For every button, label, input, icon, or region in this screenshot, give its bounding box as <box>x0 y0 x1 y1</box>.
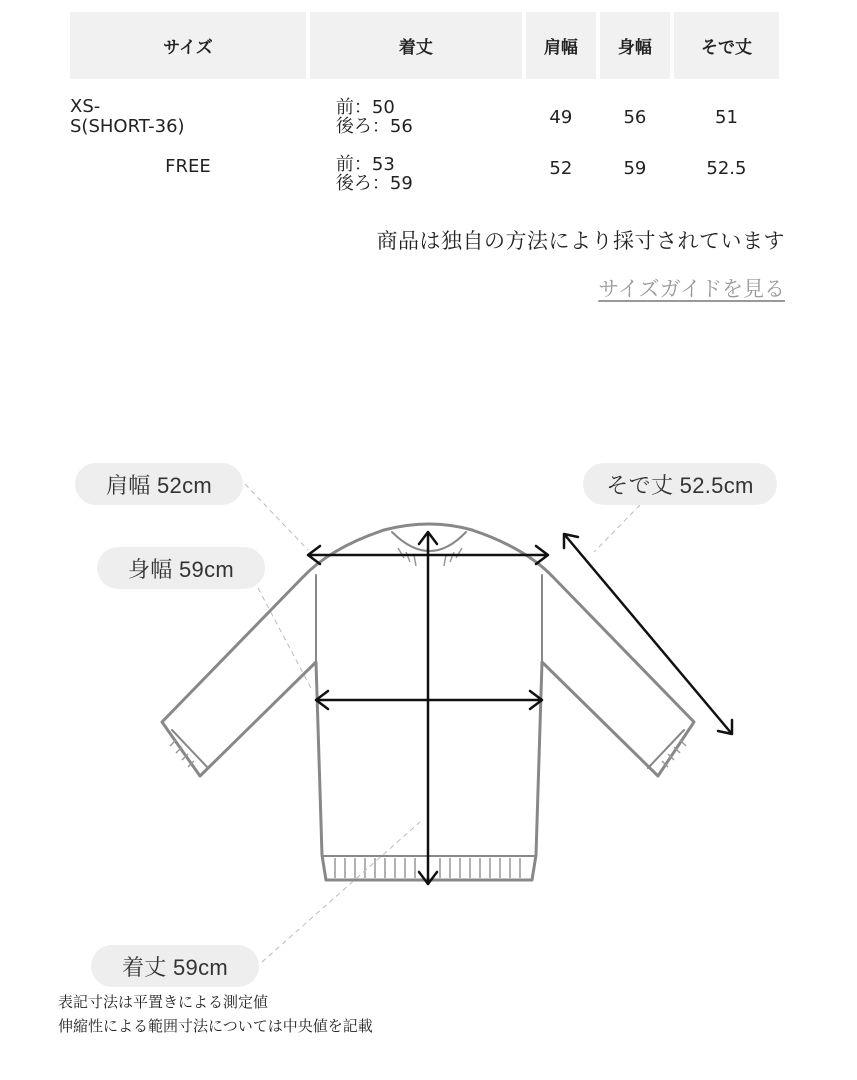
footnote-line2: 伸縮性による範囲寸法については中央値を記載 <box>58 1017 373 1035</box>
shoulder-cell: 52 <box>549 158 573 179</box>
header-body-width: 身幅 <box>600 12 670 79</box>
length-front: 前：50 <box>335 97 395 118</box>
body-width-cell: 59 <box>623 158 647 179</box>
sweater-neckline <box>384 524 472 530</box>
length-back: 後ろ：56 <box>335 116 413 137</box>
size-guide-link[interactable]: サイズガイドを見る <box>598 277 785 301</box>
length-arrow <box>419 532 437 884</box>
header-shoulder: 肩幅 <box>526 12 596 79</box>
sleeve-label: そで丈 52.5cm <box>583 463 777 505</box>
measurement-arrows <box>308 532 732 884</box>
body-width-label: 身幅 59cm <box>97 547 265 589</box>
length-front: 前：53 <box>335 154 395 175</box>
header-length: 着丈 <box>310 12 522 79</box>
footnote-line1: 表記寸法は平置きによる測定値 <box>58 993 269 1011</box>
size-name-line1: FREE <box>165 156 211 177</box>
length-back: 後ろ：59 <box>335 173 413 194</box>
length-label: 着丈 59cm <box>91 945 259 987</box>
shoulder-label: 肩幅 52cm <box>75 463 243 505</box>
shoulder-cell: 49 <box>549 106 573 128</box>
sleeve-arrow <box>564 534 732 734</box>
size-name-line1: XS- <box>70 96 101 117</box>
measurement-note: 商品は独自の方法により採寸されています <box>376 229 785 253</box>
body-width-cell: 56 <box>623 106 647 128</box>
sleeve-cell: 52.5 <box>706 158 747 179</box>
sleeve-cell: 51 <box>715 106 738 128</box>
header-size: サイズ <box>70 12 306 79</box>
size-name-line2: S(SHORT-36) <box>70 116 185 137</box>
header-sleeve: そで丈 <box>674 12 779 79</box>
